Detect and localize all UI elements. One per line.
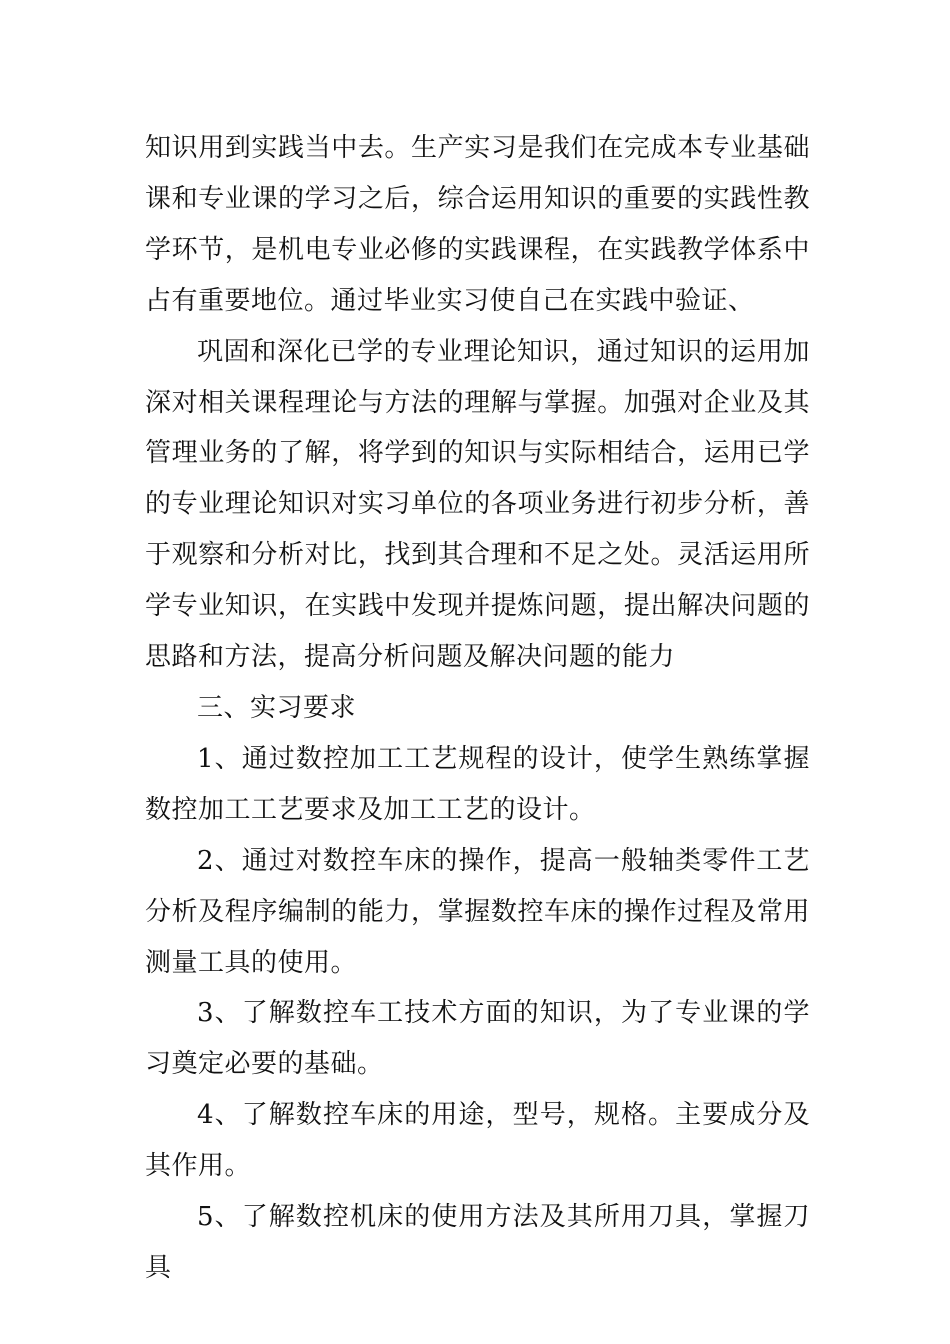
list-item: 5、了解数控机床的使用方法及其所用刀具，掌握刀具 [145, 1202, 810, 1283]
list-item: 2、通过对数控车床的操作，提高一般轴类零件工艺分析及程序编制的能力，掌握数控车床的操作过程及常用测量工具的使用。 [145, 845, 810, 978]
section-heading: 三、实习要求 [197, 692, 357, 723]
list-item: 3、了解数控车工技术方面的知识，为了专业课的学习奠定必要的基础。 [145, 998, 810, 1080]
document-body [145, 123, 810, 1294]
list-item: 1、通过数控加工工艺规程的设计，使学生熟练掌握数控加工工艺要求及加工工艺的设计。 [145, 743, 810, 825]
paragraph-objectives: 巩固和深化已学的专业理论知识，通过知识的运用加深对相关课程理论与方法的理解与掌握。加强对企业及其管理业务的了解，将学到的知识与实际相结合，运用已学的专业理论知识对实习单位的各项业务进行初步分析，善于观察和分析对比，找到其合理和不足之处。灵活运用所学专业知识，在实践中发现并提炼问题，提出解决问题的思路和方法，提高分析问题及解决问题的能力 [145, 336, 810, 673]
list-item: 4、了解数控车床的用途，型号，规格。主要成分及其作用。 [145, 1100, 810, 1182]
paragraph-continuation: 知识用到实践当中去。生产实习是我们在完成本专业基础课和专业课的学习之后，综合运用知识的重要的实践性教学环节，是机电专业必修的实践课程，在实践教学体系中占有重要地位。通过毕业实习使自己在实践中验证、 [145, 133, 810, 316]
